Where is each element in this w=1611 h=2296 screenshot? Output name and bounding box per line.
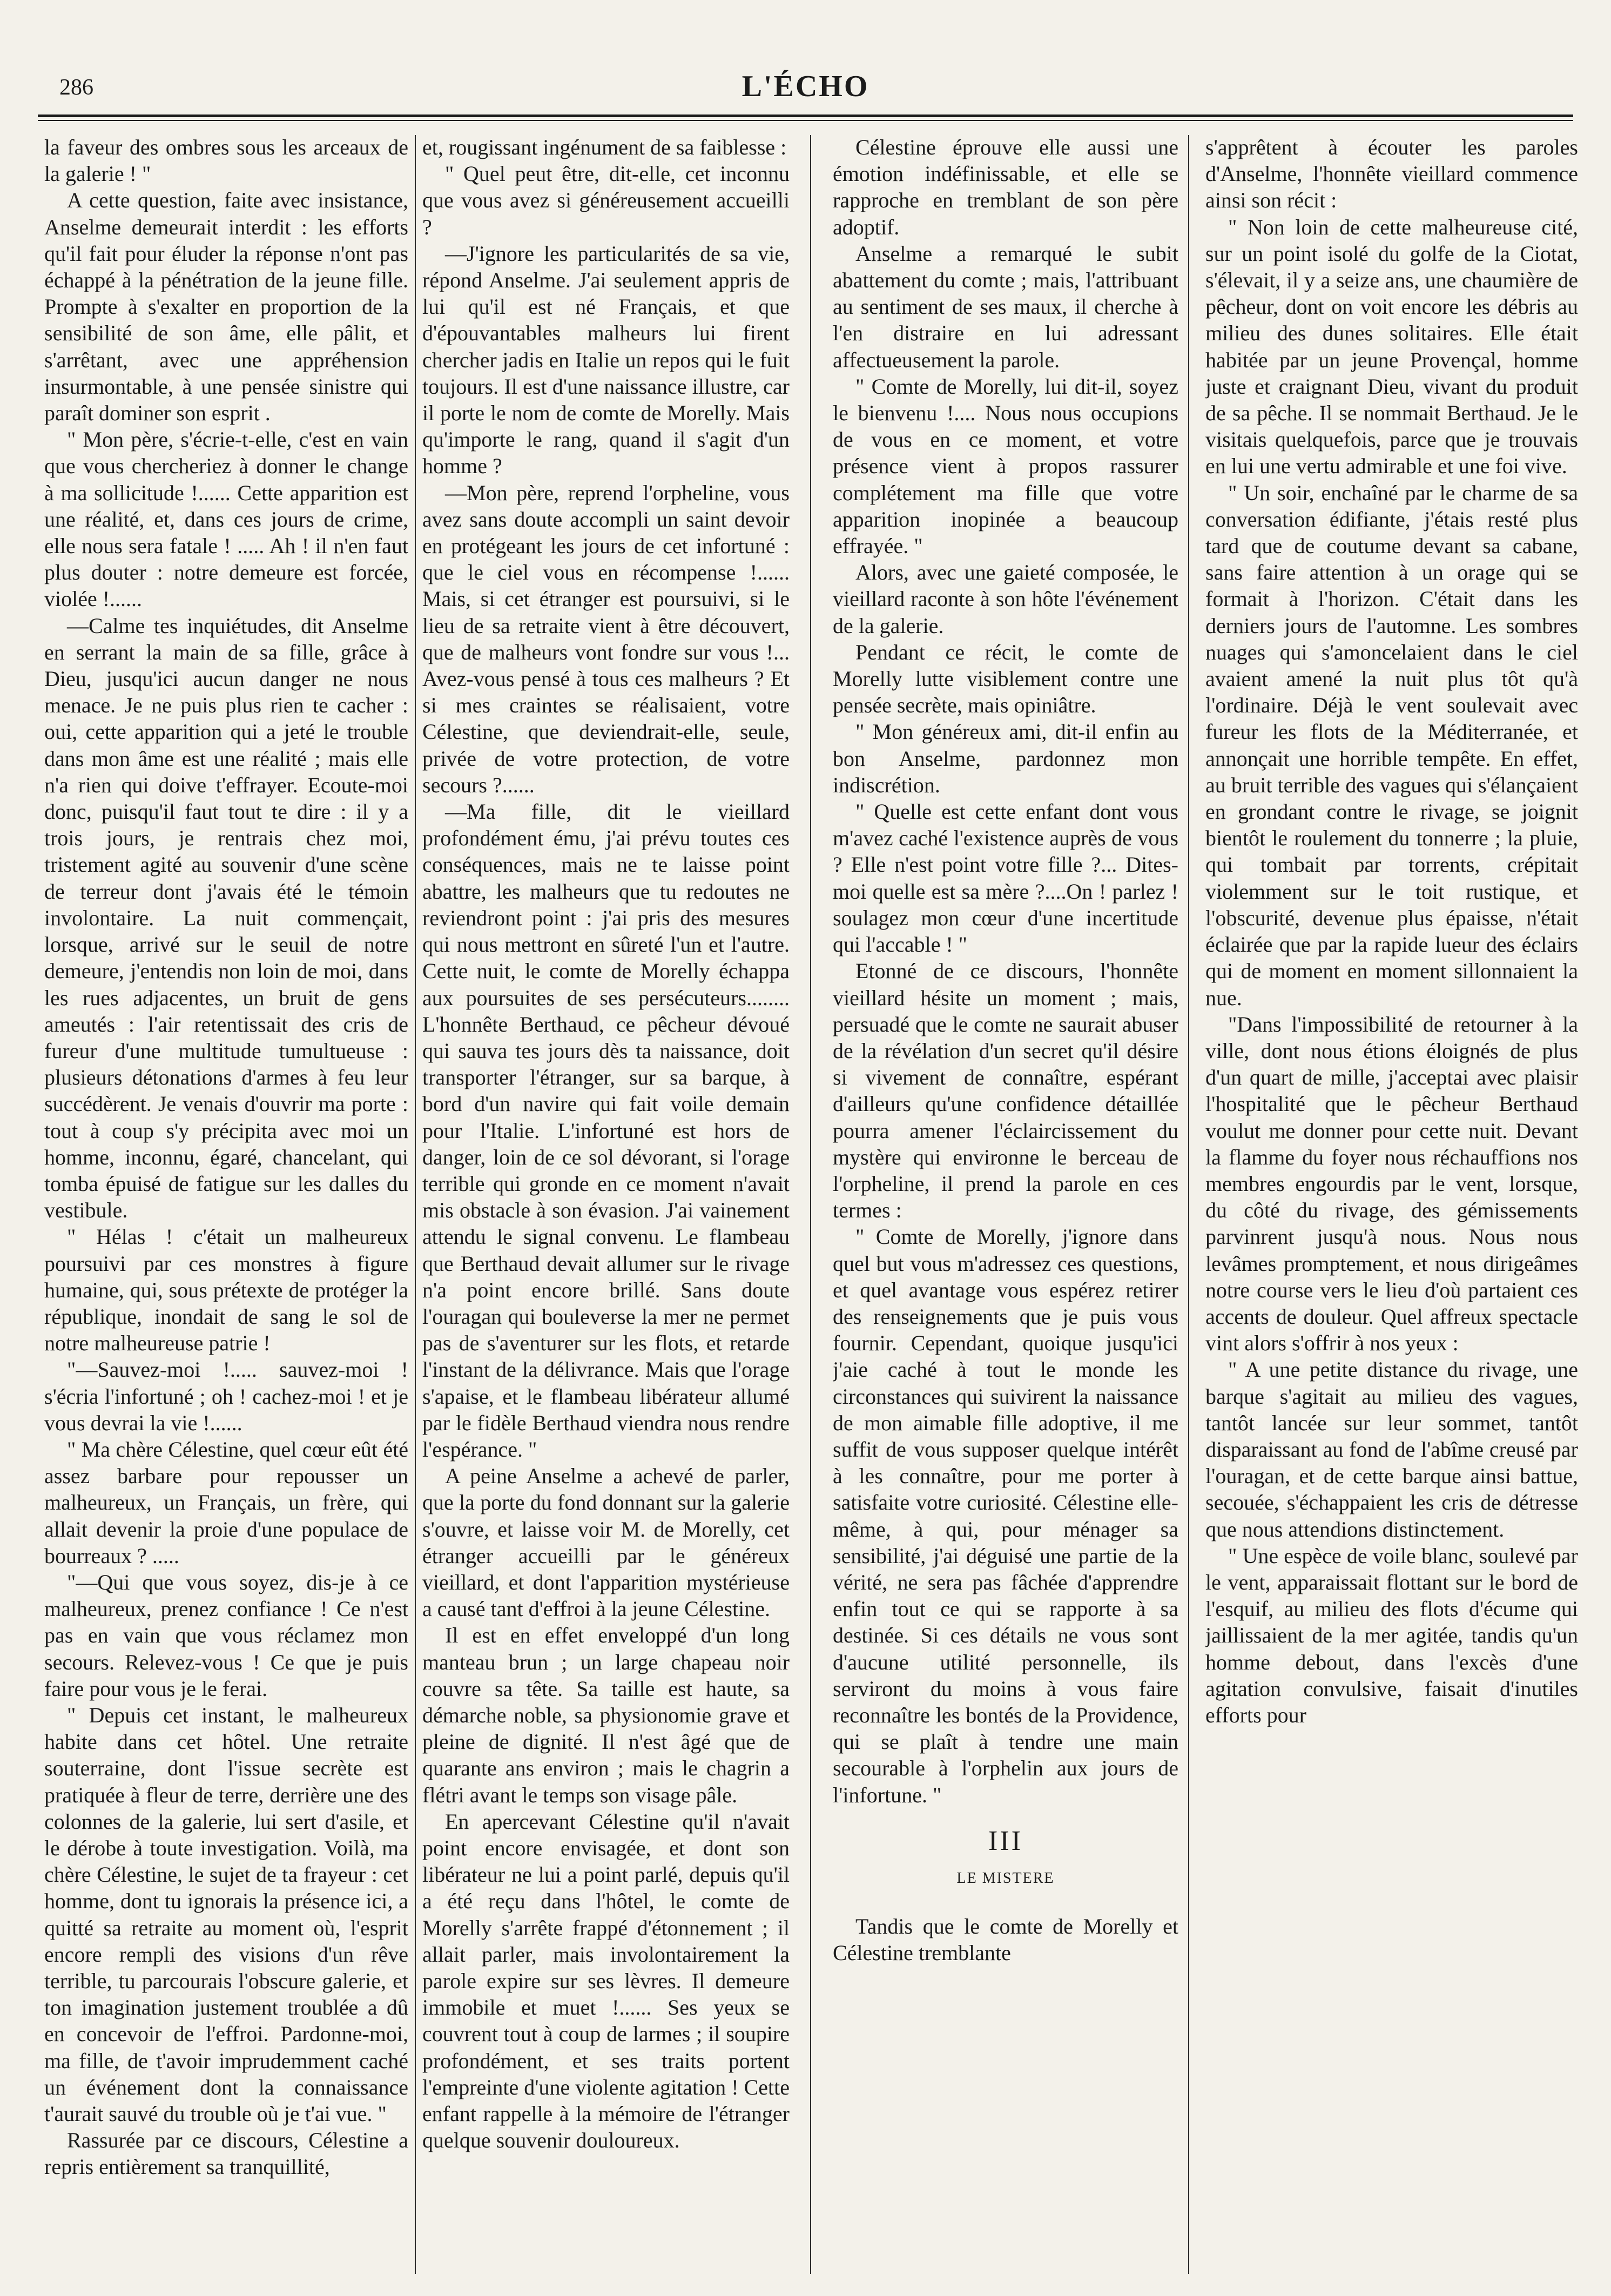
page-number: 286: [59, 75, 93, 100]
paragraph: " Non loin de cette malheureuse cité, sur un point isolé du golfe de la Ciotat, s'élevait, il y a seize ans, une chaumière de pêcheur, dont on voit encore les débris au milieu des dunes solitaires. Elle était habitée par un jeune Provençal, homme juste et craignant Dieu, vivant du produit de sa pêche. Il se nommait Berthaud. Je le visitais quelquefois, parce que je trouvais en lui une vertu admirable et une foi vive.: [1205, 214, 1578, 479]
paragraph: " A une petite distance du rivage, une barque s'agitait au milieu des vagues, tantôt lancée sur leur sommet, tantôt disparaissant au fond de l'abîme creusé par l'ouragan, et de cette barque ainsi battue, secouée, s'échappaient les cris de détresse que nous attendions distinctement.: [1205, 1357, 1578, 1541]
page-header: [38, 64, 1573, 112]
paragraph: " Hélas ! c'était un malheureux poursuivi par ces monstres à figure humaine, qui, sous prétexte de protéger la république, inondait de sang le sol de notre malheureuse patrie !: [44, 1224, 408, 1356]
column-divider: [810, 135, 811, 2274]
text-column-3: [833, 134, 1178, 2273]
paragraph: Il est en effet enveloppé d'un long manteau brun ; un large chapeau noir couvre sa tête. Sa taille est haute, sa démarche noble, sa physionomie grave et pleine de dignité. Il n'est âgé que de quarante ans environ ; mais le chagrin a flétri avant le temps son visage pâle.: [422, 1623, 790, 1807]
paragraph: " Une espèce de voile blanc, soulevé par le vent, apparaissait flottant sur le bord de l'esquif, au milieu des flots d'écume qui jaillissaient de la mer agitée, tandis qu'un homme debout, dans l'excès d'une agitation convulsive, faisait d'inutiles efforts pour: [1205, 1543, 1578, 1727]
paragraph: " Ma chère Célestine, quel cœur eût été assez barbare pour repousser un malheureux, un Français, un frère, qui allait devenir la proie d'une populace de bourreaux ? .....: [44, 1437, 408, 1568]
paragraph: et, rougissant ingénument de sa faiblesse :: [422, 135, 787, 159]
paragraph: " Depuis cet instant, le malheureux habite dans cet hôtel. Une retraite souterraine, dont l'issue secrète est pratiquée à fleur de terre, derrière une des colonnes de la galerie, lui sert d'asile, et le dérobe à toute investigation. Voilà, ma chère Célestine, le sujet de ta frayeur : cet homme, dont tu ignorais la présence ici, a quitté sa retraite au moment où, l'esprit encore rempli des visions d'un rêve terrible, tu parcourais l'obscure galerie, et ton imagination justement troublée a dû en concevoir de l'effroi. Pardonne-moi, ma fille, de t'avoir imprudemment caché un événement dont la connaissance t'aurait sauvé du trouble où je t'ai vue. ": [44, 1702, 408, 2126]
journal-title: L'ÉCHO: [742, 70, 869, 103]
paragraph: " Quel peut être, dit-elle, cet inconnu que vous avez si généreusement accueilli ?: [422, 161, 790, 239]
paragraph: " Un soir, enchaîné par le charme de sa conversation édifiante, j'étais resté plus tard que de coutume devant sa cabane, sans faire attention à un orage qui se formait à l'horizon. C'était dans les derniers jours de l'automne. Les sombres nuages qui s'amoncelaient dans le ciel avaient amené la nuit plus tôt qu'à l'ordinaire. Déjà le vent soulevait avec fureur les flots de la Méditerranée, et annonçait une horrible tempête. En effet, au bruit terrible des vagues qui s'élançaient en grondant contre le rivage, se joignit bientôt le roulement du tonnerre ; la pluie, qui tombait par torrents, crépitait violemment sur le toit rustique, et l'obscurité, devenue plus épaisse, n'était éclairée que par la rapide lueur des éclairs qui de moment en moment sillonnaient la nue.: [1205, 480, 1578, 1010]
paragraph: Alors, avec une gaieté composée, le vieillard raconte à son hôte l'événement de la galerie.: [833, 560, 1178, 638]
chapter-number: III: [988, 1825, 1023, 1856]
text-column-1: [44, 134, 408, 2273]
paragraph: Tandis que le comte de Morelly et Célestine tremblante: [833, 1914, 1178, 1965]
paragraph: s'apprêtent à écouter les paroles d'Anselme, l'honnête vieillard commence ainsi son récit :: [1205, 135, 1578, 213]
paragraph: la faveur des ombres sous les arceaux de la galerie ! ": [44, 135, 408, 186]
text-column-4: [1205, 134, 1578, 2273]
chapter-title: LE MISTERE: [956, 1870, 1055, 1887]
paragraph: —Ma fille, dit le vieillard profondément ému, j'ai prévu toutes ces conséquences, mais ne te laisse point abattre, les malheurs que tu redoutes ne reviendront point : j'ai pris des mesures qui nous mettront en sûreté l'un et l'autre. Cette nuit, le comte de Morelly échappa aux poursuites de ses persécuteurs........ L'honnête Berthaud, ce pêcheur dévoué qui sauva tes jours dès ta naissance, doit transporter l'étranger, sur sa barque, à bord d'un navire qui fait voile demain pour l'Italie. L'infortuné est hors de danger, loin de ce sol dévorant, si l'orage terrible qui gronde en ce moment n'avait mis obstacle à son évasion. J'ai vainement attendu le signal convenu. Le flambeau que Berthaud devait allumer sur le rivage n'a point encore brillé. Sans doute l'ouragan qui bouleverse la mer ne permet pas de s'aventurer sur les flots, et retarde l'instant de la délivrance. Mais que l'orage s'apaise, et le flambeau libérateur allumé par le fidèle Berthaud viendra nous rendre l'espérance. ": [422, 799, 790, 1462]
paragraph: En apercevant Célestine qu'il n'avait point encore envisagée, et dont son libérateur ne lui a point parlé, depuis qu'il a été reçu dans l'hôtel, le comte de Morelly s'arrête frappé d'étonnement ; il allait parler, mais involontairement la parole expire sur ses lèvres. Il demeure immobile et muet !...... Ses yeux se couvrent tout à coup de larmes ; il soupire profondément, et ses traits portent l'empreinte d'une violente agitation ! Cette enfant rappelle à la mémoire de l'étranger quelque souvenir douloureux.: [422, 1809, 790, 2153]
paragraph: "Dans l'impossibilité de retourner à la ville, dont nous étions éloignés de plus d'un quart de mille, j'acceptai avec plaisir l'hospitalité que le pêcheur Berthaud voulut me donner pour cette nuit. Devant la flamme du foyer nous réchauffions nos membres engourdis par le vent, lorsque, du côté du rivage, des gémissements parvinrent jusqu'à nous. Nous nous levâmes promptement, et nous dirigeâmes notre course vers le lieu d'où partaient ces accents de douleur. Quel affreux spectacle vint alors s'offrir à nos yeux :: [1205, 1012, 1578, 1356]
header-rule: [38, 115, 1573, 117]
paragraph: A peine Anselme a achevé de parler, que la porte du fond donnant sur la galerie s'ouvre, et laisse voir M. de Morelly, cet étranger accueilli par le généreux vieillard, et dont l'apparition mystérieuse a causé tant d'effroi à la jeune Célestine.: [422, 1464, 790, 1621]
paragraph: A cette question, faite avec insistance, Anselme demeurait interdit : les efforts qu'il fait pour éluder la réponse n'ont pas échappé à la pénétration de la jeune fille. Prompte à s'exalter en proportion de la sensibilité de son âme, elle pâlit, et s'arrêtant, avec une appréhension insurmontable, à une pensée sinistre qui paraît dominer son esprit .: [44, 188, 408, 426]
column-divider: [1188, 135, 1189, 2274]
text-column-2: [422, 134, 790, 2273]
column-divider: [415, 135, 416, 2274]
paragraph: Anselme a remarqué le subit abattement du comte ; mais, l'attribuant au sentiment de ses maux, il cherche à l'en distraire en lui adressant affectueusement la parole.: [833, 241, 1178, 372]
header-rule-thin: [38, 120, 1573, 121]
paragraph: —Mon père, reprend l'orpheline, vous avez sans doute accompli un saint devoir en protégeant les jours de cet infortuné : que le ciel vous en récompense !...... Mais, si cet étranger est poursuivi, si le lieu de sa retraite vient à être découvert, que de malheurs vont fondre sur vous !... Avez-vous pensé à tous ces malheurs ? Et si mes craintes se réalisaient, votre Célestine, que deviendrait-elle, seule, privée de votre protection, de votre secours ?......: [422, 480, 790, 797]
paragraph: Pendant ce récit, le comte de Morelly lutte visiblement contre une pensée secrète, mais opiniâtre.: [833, 639, 1178, 718]
paragraph: Etonné de ce discours, l'honnête vieillard hésite un moment ; mais, persuadé que le comte ne saurait abuser de la révélation d'un secret qu'il désire si vivement de connaître, espérant d'ailleurs qu'une confidence détaillée pourra amener l'éclaircissement du mystère qui environne le berceau de l'orpheline, il prend la parole en ces termes :: [833, 959, 1178, 1223]
paragraph: Rassurée par ce discours, Célestine a repris entièrement sa tranquillité,: [44, 2128, 408, 2179]
paragraph: "—Sauvez-moi !..... sauvez-moi ! s'écria l'infortuné ; oh ! cachez-moi ! et je vous devrai la vie !......: [44, 1357, 408, 1435]
paragraph: " Comte de Morelly, j'ignore dans quel but vous m'adressez ces questions, et quel avantage vous espérez retirer des renseignements que je puis vous fournir. Cependant, quoique jusqu'ici j'aie caché à tout le monde les circonstances qui suivirent la naissance de mon aimable fille adoptive, il me suffit de vous supposer quelque intérêt à les connaître, pour me porter à satisfaite votre curiosité. Célestine elle-même, à qui, pour ménager sa sensibilité, j'ai déguisé une partie de la vérité, ne sera pas fâchée d'apprendre enfin tout ce qui se rapporte à sa destinée. Si ces détails ne vous sont d'aucune utilité personnelle, ils serviront du moins à vous faire reconnaître les bontés de la Providence, qui se plaît à tendre une main secourable à l'orphelin aux jours de l'infortune. ": [833, 1224, 1178, 1807]
paragraph: " Mon généreux ami, dit-il enfin au bon Anselme, pardonnez mon indiscrétion.: [833, 719, 1178, 797]
paragraph: Célestine éprouve elle aussi une émotion indéfinissable, et elle se rapproche en tremblant de son père adoptif.: [833, 135, 1178, 239]
paragraph: " Mon père, s'écrie-t-elle, c'est en vain que vous chercheriez à donner le change à ma sollicitude !...... Cette apparition est une réalité, et, dans ces jours de crime, elle nous sera fatale ! ..... Ah ! il n'en faut plus douter : notre demeure est forcée, violée !......: [44, 427, 408, 611]
paragraph: —Calme tes inquiétudes, dit Anselme en serrant la main de sa fille, grâce à Dieu, jusqu'ici aucun danger ne nous menace. Je ne puis plus rien te cacher : oui, cette apparition qui a jeté le trouble dans mon âme est une réalité ; mais elle n'a rien qui doive t'effrayer. Ecoute-moi donc, puisqu'il faut tout te dire : il y a trois jours, je rentrais chez moi, tristement agité au souvenir d'une scène de terreur dont j'avais été le témoin involontaire. La nuit commençait, lorsque, arrivé sur le seuil de notre demeure, j'entendis non loin de moi, dans les rues adjacentes, un bruit de gens ameutés : l'air retentissait des cris de fureur d'une multitude tumultueuse : plusieurs détonations d'armes à feu leur succédèrent. Je venais d'ouvrir ma porte : tout à coup s'y précipita avec moi un homme, inconnu, égaré, chancelant, qui tomba épuisé de fatigue sur les dalles du vestibule.: [44, 613, 408, 1223]
paragraph: " Quelle est cette enfant dont vous m'avez caché l'existence auprès de vous ? Elle n'est point votre fille ?... Dites-moi quelle est sa mère ?....On ! parlez ! soulagez mon cœur d'une incertitude qui l'accable ! ": [833, 799, 1178, 957]
paragraph: "—Qui que vous soyez, dis-je à ce malheureux, prenez confiance ! Ce n'est pas en vain que vous réclamez mon secours. Relevez-vous ! Ce que je puis faire pour vous je le ferai.: [44, 1570, 408, 1701]
paragraph: —J'ignore les particularités de sa vie, répond Anselme. J'ai seulement appris de lui qu'il est né Français, et que d'épouvantables malheurs lui firent chercher jadis en Italie un repos qui le fuit toujours. Il est d'une naissance illustre, car il porte le nom de comte de Morelly. Mais qu'importe le rang, quand il s'agit d'un homme ?: [422, 241, 790, 479]
paragraph: " Comte de Morelly, lui dit-il, soyez le bienvenu !.... Nous nous occupions de vous en ce moment, et votre présence vient à propos rassurer complétement ma fille que votre apparition inopinée a beaucoup effrayée. ": [833, 374, 1178, 558]
